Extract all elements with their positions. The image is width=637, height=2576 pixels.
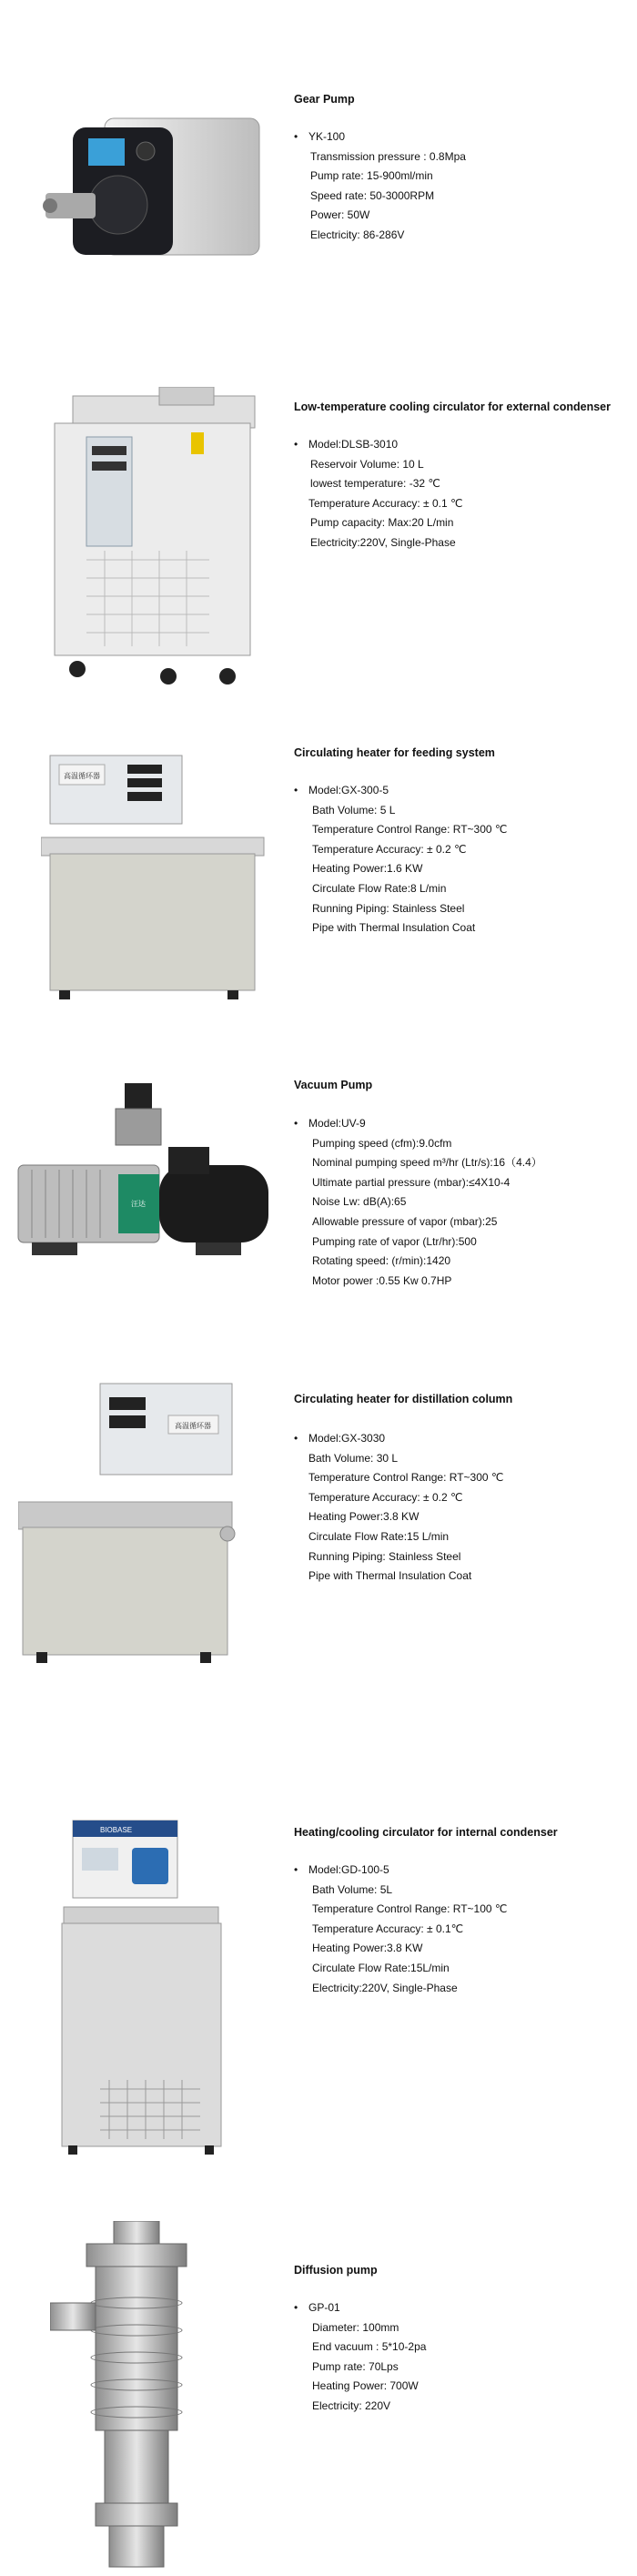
cooling-circulator-image — [41, 387, 259, 692]
panel-label: 高温循环器 — [175, 1422, 211, 1430]
spec-item: Electricity:220V, Single-Phase — [312, 1981, 458, 1994]
spec-item: Ultimate partial pressure (mbar):≤4X10-4 — [312, 1175, 511, 1189]
spec-item: Electricity: 86-286V — [310, 228, 405, 241]
product-title: Vacuum Pump — [294, 1079, 373, 1091]
spec-item: lowest temperature: -32 ℃ — [310, 477, 440, 491]
model-row — [294, 1114, 542, 1134]
model-row — [294, 781, 507, 801]
model-value: Model:GX-300-5 — [308, 784, 389, 796]
product-title: Circulating heater for distillation column — [294, 1393, 513, 1405]
bullet-icon: • — [294, 1432, 298, 1445]
bullet-icon: • — [294, 2301, 298, 2314]
spec-item: Temperature Control Range: RT~300 ℃ — [312, 823, 508, 837]
model-value: Model:UV-9 — [308, 1117, 366, 1130]
model-value: GP-01 — [308, 2301, 340, 2314]
spec-item: Allowable pressure of vapor (mbar):25 — [312, 1214, 498, 1228]
model-value: YK-100 — [308, 130, 346, 143]
bullet-icon: • — [294, 1117, 298, 1130]
spec-item: Noise Lw: dB(A):65 — [312, 1195, 407, 1209]
spec-item: End vacuum : 5*10-2pa — [312, 2340, 427, 2354]
spec-list — [294, 1861, 507, 1998]
spec-item: Diameter: 100mm — [312, 2320, 399, 2334]
spec-item: Bath Volume: 5 L — [312, 803, 396, 816]
spec-item: Pipe with Thermal Insulation Coat — [308, 1569, 472, 1583]
product-title: Low-temperature cooling circulator for external condenser — [294, 401, 611, 413]
spec-item: Speed rate: 50-3000RPM — [310, 188, 435, 202]
spec-list — [294, 781, 507, 938]
spec-item: Pumping rate of vapor (Ltr/hr):500 — [312, 1234, 477, 1248]
spec-item: Running Piping: Stainless Steel — [308, 1549, 461, 1563]
spec-item: Reservoir Volume: 10 L — [310, 457, 424, 471]
badge-label: 汪达 — [131, 1200, 146, 1208]
model-value: Model:DLSB-3010 — [308, 438, 399, 451]
spec-item: Transmission pressure : 0.8Mpa — [310, 149, 466, 163]
spec-item: Nominal pumping speed m³/hr (Ltr/s):16（4.4） — [312, 1156, 542, 1170]
spec-item: Temperature Accuracy: ± 0.1 ℃ — [308, 496, 463, 510]
model-row — [294, 2298, 426, 2318]
spec-item: Temperature Control Range: RT~300 ℃ — [308, 1471, 504, 1485]
bullet-icon: • — [294, 1863, 298, 1876]
spec-item: Electricity: 220V — [312, 2399, 391, 2412]
spec-item: Pump rate: 15-900ml/min — [310, 169, 433, 183]
model-row — [294, 127, 466, 147]
model-value: Model:GX-3030 — [308, 1432, 386, 1445]
model-row — [294, 1861, 507, 1881]
vacuum-pump-image — [14, 1074, 282, 1279]
panel-label: 高温循环器 — [64, 772, 100, 780]
model-row — [294, 435, 462, 455]
spec-item: Pipe with Thermal Insulation Coat — [312, 921, 476, 935]
product-title: Diffusion pump — [294, 2264, 378, 2277]
spec-item: Rotating speed: (r/min):1420 — [312, 1254, 451, 1268]
product-title: Gear Pump — [294, 93, 355, 106]
spec-list — [294, 127, 466, 246]
spec-list — [294, 1429, 503, 1587]
heater-feeding-image — [41, 746, 268, 1019]
spec-item: Heating Power:1.6 KW — [312, 862, 423, 876]
spec-item: Heating Power:3.8 KW — [308, 1510, 420, 1524]
heater-distillation-image — [18, 1374, 237, 1675]
model-row — [294, 1429, 503, 1449]
spec-item: Temperature Accuracy: ± 0.2 ℃ — [308, 1490, 463, 1504]
bullet-icon: • — [294, 784, 298, 796]
spec-item: Pump capacity: Max:20 L/min — [310, 516, 454, 530]
spec-item: Temperature Accuracy: ± 0.2 ℃ — [312, 842, 467, 856]
spec-list — [294, 1114, 542, 1291]
heating-cooling-image — [55, 1816, 237, 2162]
model-value: Model:GD-100-5 — [308, 1863, 389, 1876]
spec-list — [294, 435, 462, 553]
spec-item: Bath Volume: 5L — [312, 1882, 393, 1896]
bullet-icon: • — [294, 438, 298, 451]
spec-item: Electricity:220V, Single-Phase — [310, 535, 456, 549]
spec-item: Pumping speed (cfm):9.0cfm — [312, 1136, 452, 1150]
gear-pump-image — [41, 91, 296, 273]
product-title: Circulating heater for feeding system — [294, 746, 495, 759]
diffusion-pump-image — [50, 2221, 223, 2571]
spec-item: Heating Power: 700W — [312, 2379, 419, 2393]
spec-item: Circulate Flow Rate:15 L/min — [308, 1529, 450, 1543]
spec-item: Circulate Flow Rate:15L/min — [312, 1961, 450, 1974]
product-title: Heating/cooling circulator for internal condenser — [294, 1826, 558, 1839]
bullet-icon: • — [294, 130, 298, 143]
spec-item: Temperature Accuracy: ± 0.1℃ — [312, 1922, 464, 1935]
spec-item: Motor power :0.55 Kw 0.7HP — [312, 1273, 452, 1287]
spec-item: Bath Volume: 30 L — [308, 1451, 399, 1465]
spec-list — [294, 2298, 426, 2417]
spec-item: Temperature Control Range: RT~100 ℃ — [312, 1902, 508, 1916]
spec-item: Pump rate: 70Lps — [312, 2359, 399, 2373]
spec-item: Heating Power:3.8 KW — [312, 1942, 423, 1955]
brand-label: BIOBASE — [100, 1826, 133, 1834]
spec-item: Running Piping: Stainless Steel — [312, 901, 465, 915]
spec-item: Circulate Flow Rate:8 L/min — [312, 881, 447, 895]
spec-item: Power: 50W — [310, 208, 370, 222]
